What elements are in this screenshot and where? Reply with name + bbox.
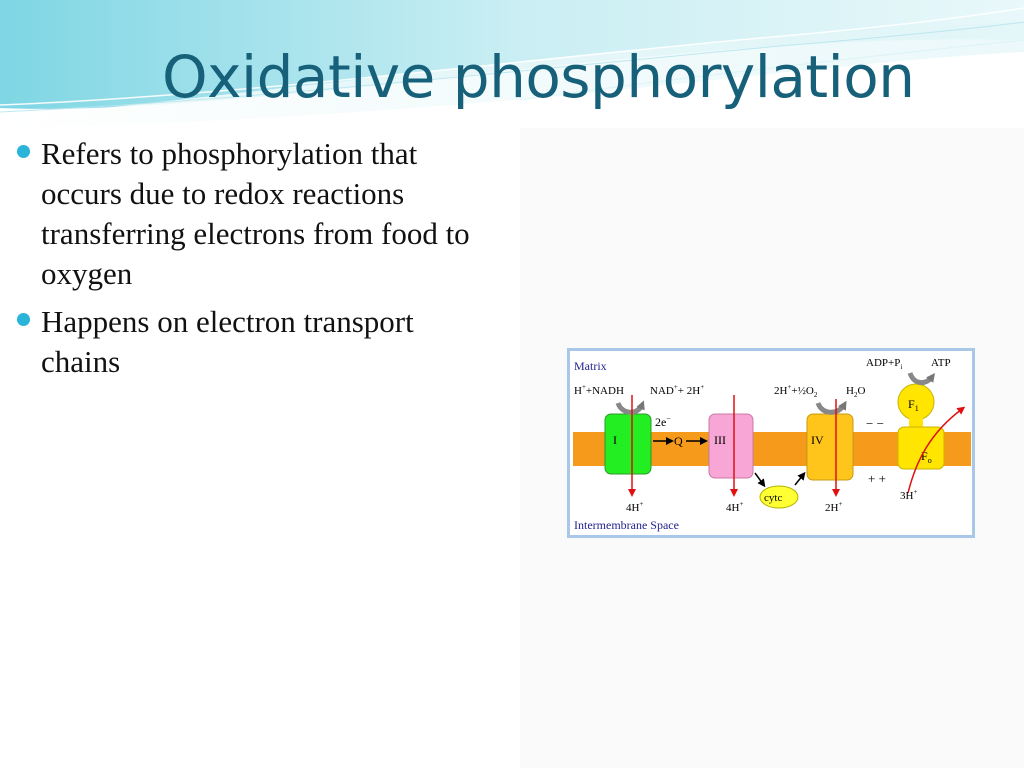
pumped-protons-complex-iii: 4H+ (726, 500, 744, 514)
nadh-reaction-label: H++NADH (574, 383, 624, 397)
complex-iv (807, 414, 853, 480)
atp-curved-arrow (910, 373, 932, 383)
nadh-curved-arrow (618, 403, 642, 412)
electrons-label: 2e− (655, 414, 671, 429)
slide-title: Oxidative phosphorylation (162, 43, 915, 111)
f1-label: $F_1$ (908, 397, 919, 413)
bullet-text: Refers to phosphorylation that occurs due to redox reactions transferring electrons from food to oxygen (41, 136, 470, 291)
positive-charge-label: + + (868, 471, 886, 486)
water-label: $H_2O$ (846, 385, 866, 399)
bullet-icon (17, 313, 30, 326)
cytochrome-c-label: cytc (764, 492, 783, 504)
electron-arrow-to-iv (795, 475, 803, 485)
oxygen-reaction-label: $2H^++\frac{1}{2}O_2$ (774, 383, 818, 399)
bullet-item (14, 302, 494, 382)
protons-atp-synthase: 3H+ (900, 488, 918, 502)
complex-iii-label: III (714, 433, 726, 447)
atp-label: ATP (931, 357, 951, 369)
bullet-item (14, 134, 494, 294)
bullet-icon (17, 145, 30, 158)
electron-arrow-to-cytc (755, 473, 763, 484)
oxygen-curved-arrow (818, 403, 844, 412)
fo-label: $F_o$ (921, 449, 932, 465)
pumped-protons-complex-i: 4H+ (626, 500, 644, 514)
complex-i-label: I (613, 433, 617, 447)
matrix-label: Matrix (574, 359, 607, 373)
diagram-canvas (570, 351, 972, 535)
ubiquinone-label: Q (674, 434, 683, 448)
complex-iv-label: IV (811, 433, 824, 447)
electron-transport-chain-diagram (567, 348, 975, 538)
adp-label: $ADP+P_i$ (866, 357, 903, 371)
bullet-text: Happens on electron transport chains (41, 304, 414, 379)
pumped-protons-complex-iv: 2H+ (825, 500, 843, 514)
nad-reaction-label: NAD++ 2H+ (650, 383, 705, 397)
negative-charge-label: − − (866, 416, 884, 431)
bullet-list (14, 134, 494, 390)
intermembrane-space-label: Intermembrane Space (574, 518, 679, 532)
complex-i (605, 414, 651, 474)
